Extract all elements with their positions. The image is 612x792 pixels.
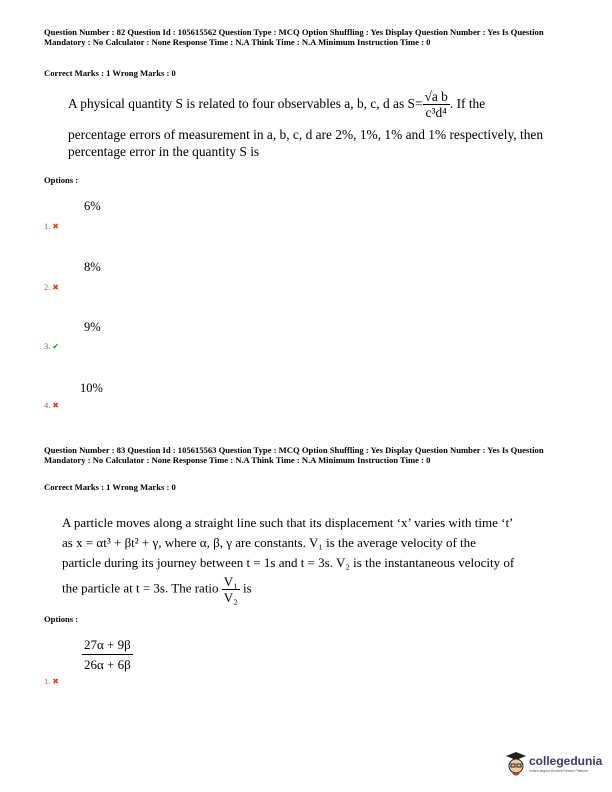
- check-icon: ✔: [52, 342, 59, 351]
- q82-option-2-value[interactable]: 8%: [84, 260, 101, 274]
- logo-tagline: India's largest Student Review Platform: [529, 769, 589, 773]
- option-number: 4.: [44, 401, 51, 410]
- question-83-options-label: Options :: [44, 614, 79, 624]
- q82-option-1-number: [44, 222, 59, 231]
- question-83-header: Question Number : 83 Question Id : 105615563 Question Type : MCQ Option Shuffling : Yes Display Question Number : Yes Is Question Mandatory : No Calculator : None Response Time : N.A Think Time : N.A Minimum Instruction Time : 0: [44, 445, 544, 466]
- option-number: 1.: [44, 222, 51, 231]
- q83-option-1-value[interactable]: [82, 638, 133, 671]
- q82-option-2-number: [44, 283, 59, 292]
- question-82-marks: Correct Marks : 1 Wrong Marks : 0: [44, 68, 176, 78]
- q83-option-1-number: [44, 677, 59, 686]
- question-83-text: [62, 513, 572, 604]
- q82-option-3-value[interactable]: 9%: [84, 320, 101, 334]
- question-83-marks: Correct Marks : 1 Wrong Marks : 0: [44, 482, 176, 492]
- wrong-icon: ✖: [52, 677, 59, 686]
- collegedunia-logo: [505, 750, 605, 782]
- question-82-text-c: percentage errors of measurement in a, b, c, d are 2%, 1%, 1% and 1% respectively, then percentage error in the quantity S is: [68, 127, 544, 159]
- ratio-denominator: V₂: [223, 590, 238, 605]
- question-82-text: [68, 90, 568, 120]
- option-1-numerator: 27α + 9β: [82, 638, 133, 655]
- question-82-options-label: Options :: [44, 175, 79, 185]
- option-number: 2.: [44, 283, 51, 292]
- ratio-numerator: V₁: [223, 574, 238, 589]
- wrong-icon: ✖: [52, 222, 59, 231]
- logo-name: collegedunia: [529, 754, 603, 768]
- option-number: 1.: [44, 677, 51, 686]
- wrong-icon: ✖: [52, 283, 59, 292]
- line-4-text: the particle at t = 3s. The ratio: [62, 580, 219, 596]
- q82-option-3-number: [44, 342, 59, 351]
- question-82-formula: [423, 90, 450, 120]
- question-83-line-3: particle during its journey between t = 1s and t = 3s. V₂ is the instantaneous velocity of: [62, 555, 515, 570]
- graduate-icon: [505, 750, 527, 778]
- line-4-end: is: [242, 580, 252, 596]
- q82-option-1-value[interactable]: 6%: [84, 199, 101, 213]
- question-82-header: Question Number : 82 Question Id : 105615562 Question Type : MCQ Option Shuffling : Yes Display Question Number : Yes Is Question Mandatory : No Calculator : None Response Time : N.A Think Time : N.A Minimum Instruction Time : 0: [44, 27, 544, 48]
- option-1-denominator: 26α + 6β: [84, 657, 131, 672]
- question-83-line-1: A particle moves along a straight line such that its displacement ‘x’ varies with time ‘t’: [62, 515, 514, 530]
- option-number: 3.: [44, 342, 51, 351]
- formula-denominator: c³d⁴: [425, 105, 447, 121]
- formula-numerator: √a b: [424, 89, 448, 104]
- question-83-line-4: [62, 575, 572, 604]
- q82-option-4-number: [44, 401, 59, 410]
- wrong-icon: ✖: [52, 401, 59, 410]
- option-1-fraction: [82, 638, 133, 671]
- ratio-fraction: [222, 575, 240, 604]
- question-82-text-b: . If the: [449, 95, 486, 111]
- q82-option-4-value[interactable]: 10%: [80, 381, 103, 395]
- question-83-line-2: as x = αt³ + βt² + γ, where α, β, γ are constants. V₁ is the average velocity of the: [62, 535, 476, 550]
- question-82-text-a: A physical quantity S is related to four observables a, b, c, d as S=: [68, 95, 423, 111]
